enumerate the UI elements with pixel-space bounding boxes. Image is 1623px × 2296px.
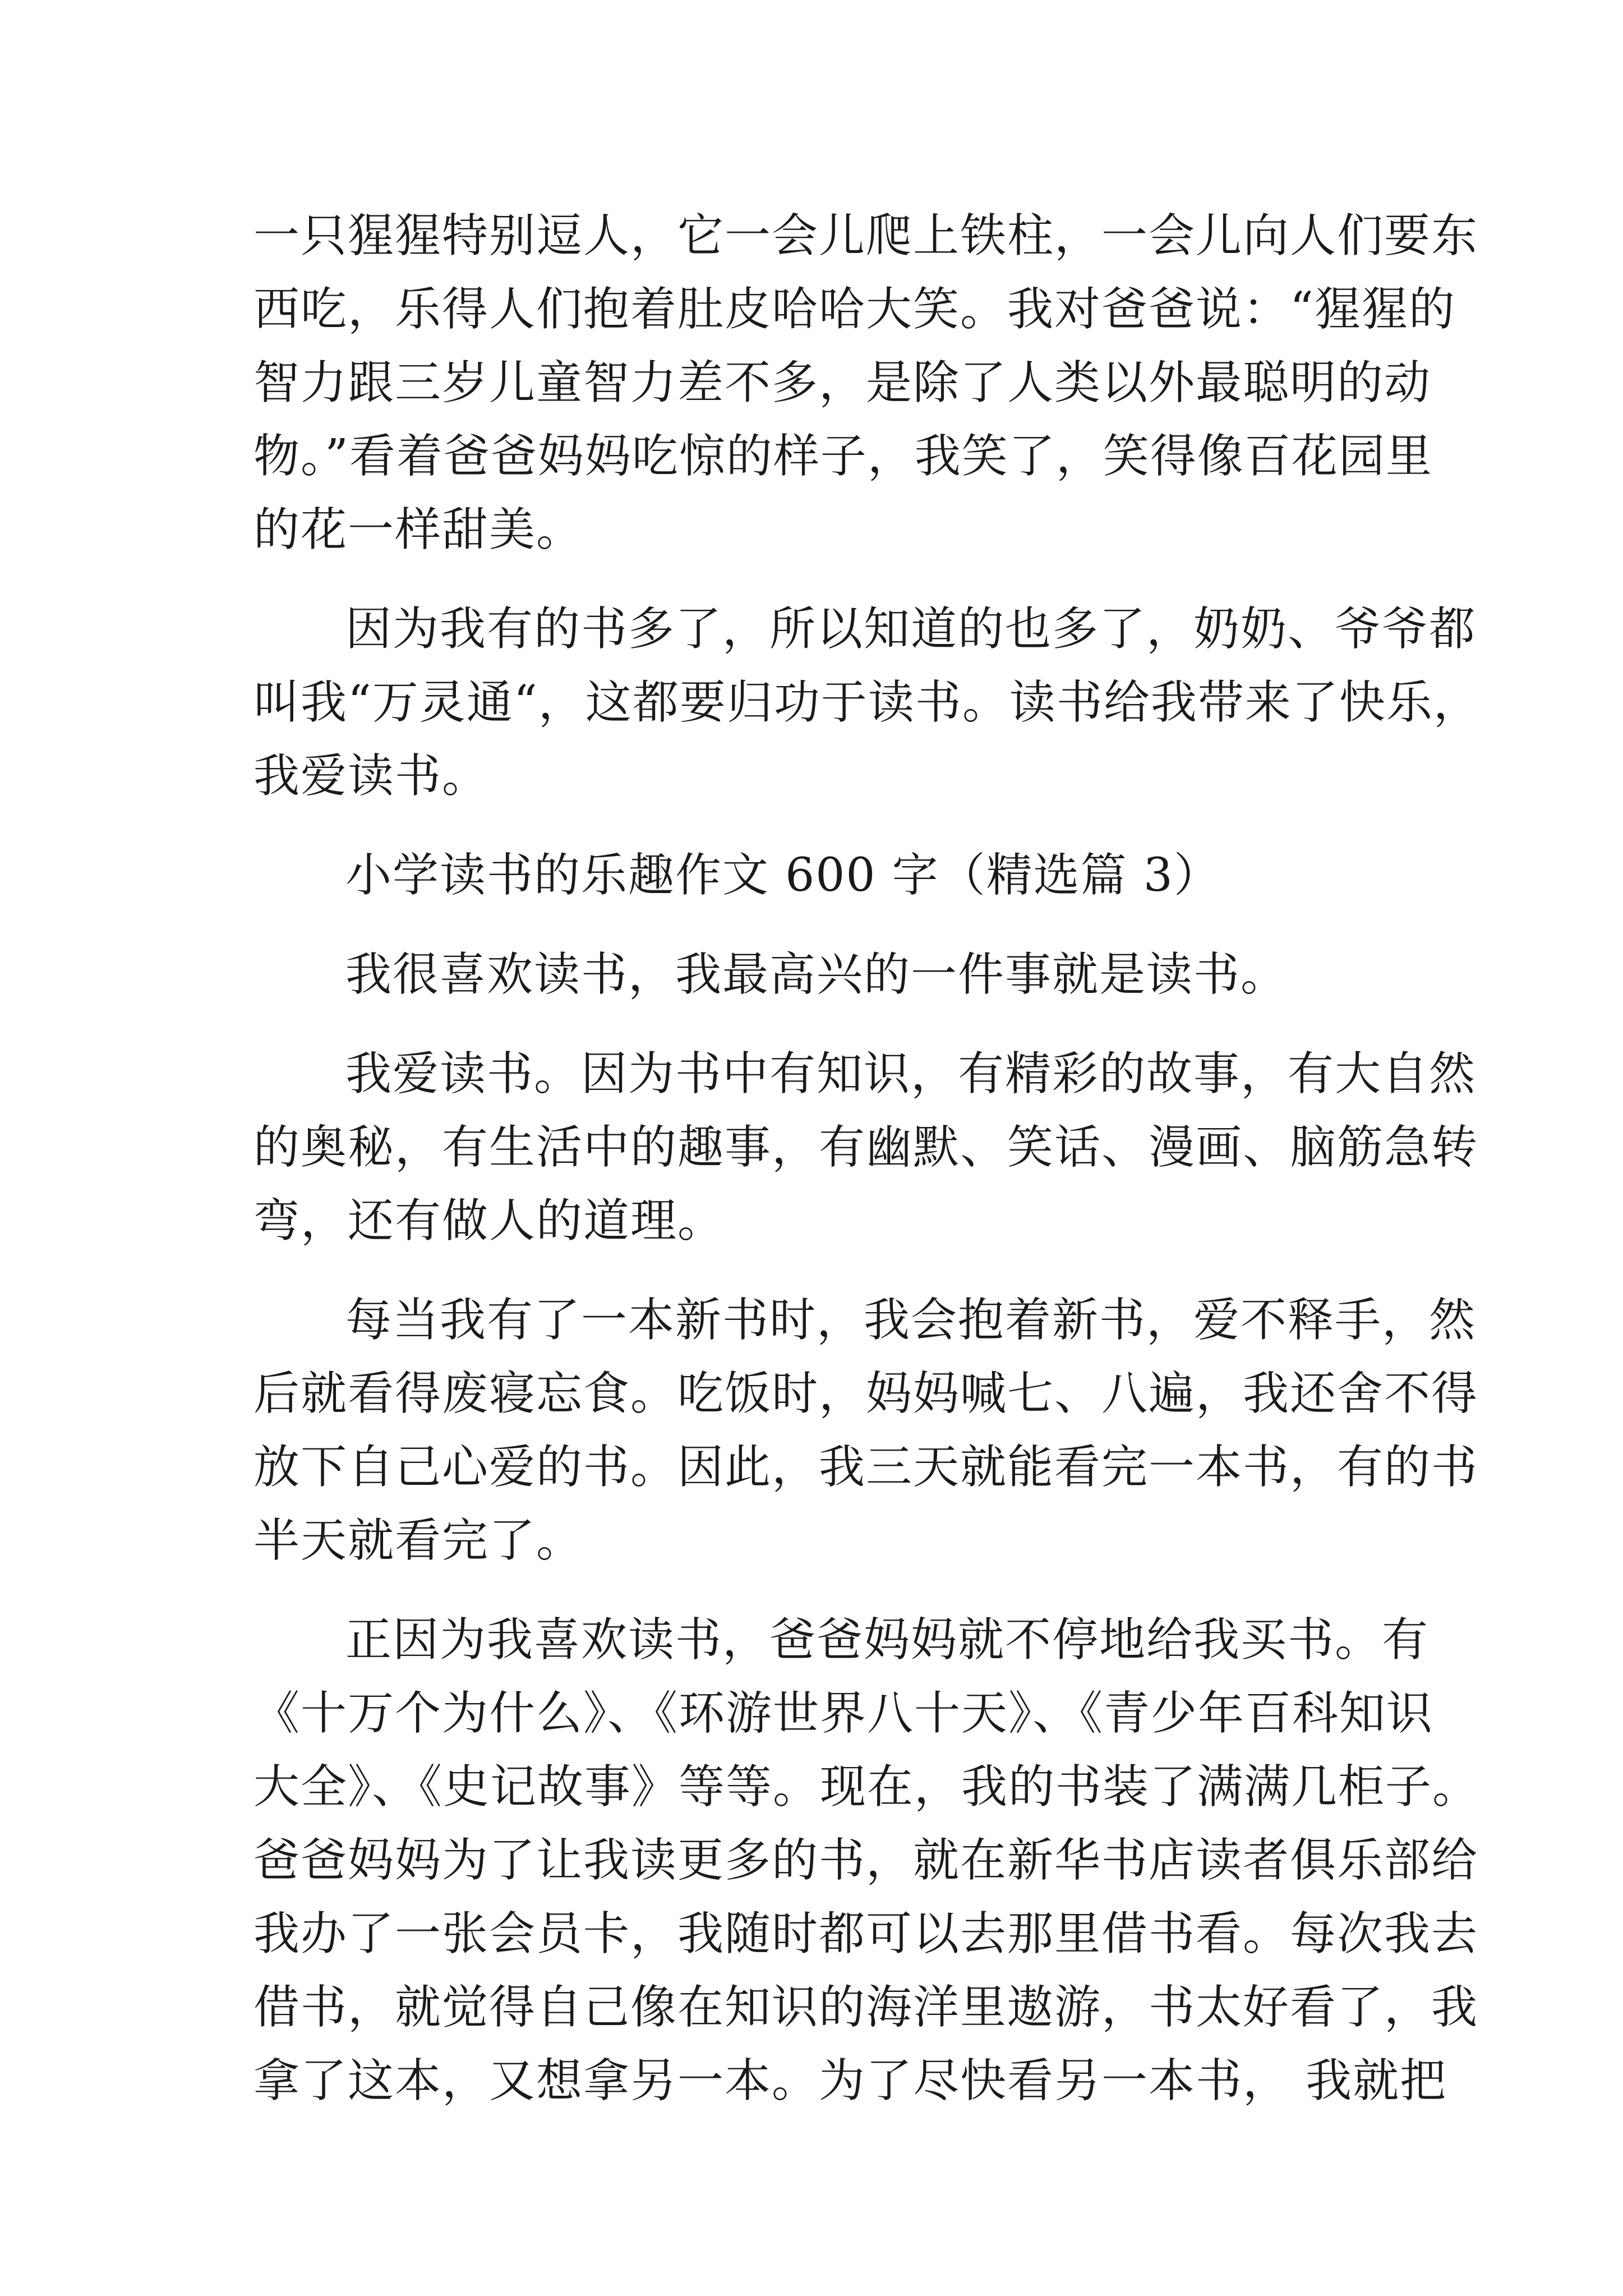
text-line: 我爱读书。因为书中有知识，有精彩的故事，有大自然	[345, 1047, 1477, 1101]
text-line: 每当我有了一本新书时，我会抱着新书，爱不释手，然	[345, 1294, 1477, 1347]
text-line: 爸爸妈妈为了让我读更多的书，就在新华书店读者俱乐部给	[253, 1834, 1479, 1887]
text-line: 一只猩猩特别逗人，它一会儿爬上铁柱，一会儿向人们要东	[253, 209, 1479, 263]
text-line: 我很喜欢读书，我最高兴的一件事就是读书。	[345, 948, 1288, 1001]
text-line: 的花一样甜美。	[253, 503, 584, 556]
text-line: 半天就看完了。	[253, 1514, 584, 1567]
text-line: 的奥秘，有生活中的趣事，有幽默、笑话、漫画、脑筋急转	[253, 1121, 1479, 1174]
text-line: 后就看得废寝忘食。吃饭时，妈妈喊七、八遍，我还舍不得	[253, 1367, 1479, 1420]
text-line: 我办了一张会员卡，我随时都可以去那里借书看。每次我去	[253, 1907, 1479, 1961]
section-heading	[253, 839, 1381, 912]
text-line: 我爱读书。	[253, 749, 490, 803]
text-line: 弯，还有做人的道理。	[253, 1194, 725, 1248]
text-line: 因为我有的书多了，所以知道的也多了，奶奶、爷爷都	[345, 602, 1477, 656]
text-line: 叫我“万灵通“，这都要归功于读书。读书给我带来了快乐，	[253, 676, 1481, 729]
paragraph	[253, 1037, 1479, 1258]
text-line: 西吃，乐得人们抱着肚皮哈哈大笑。我对爸爸说：“猩猩的	[253, 283, 1456, 336]
paragraph	[253, 938, 1381, 1011]
heading-line: 小学读书的乐趣作文 600 字（精选篇 3）	[345, 849, 1221, 902]
paragraph	[253, 1603, 1480, 2118]
text-line: 拿了这本，又想拿另一本。为了尽快看另一本书， 我就把	[253, 2054, 1447, 2108]
text-line: 大全》、《史记故事》等等。现在，我的书装了满满几柜子。	[253, 1760, 1480, 1814]
text-line: 《十万个为什么》、《环游世界八十天》、《青少年百科知识	[253, 1687, 1434, 1740]
paragraph	[253, 199, 1479, 567]
text-line: 物。”看着爸爸妈妈吃惊的样子，我笑了，笑得像百花园里	[253, 430, 1433, 483]
text-line: 正因为我喜欢读书，爸爸妈妈就不停地给我买书。有	[345, 1613, 1430, 1667]
paragraph	[253, 1283, 1479, 1577]
text-line: 智力跟三岁儿童智力差不多，是除了人类以外最聪明的动	[253, 356, 1432, 409]
text-line: 放下自己心爱的书。因此，我三天就能看完一本书，有的书	[253, 1441, 1479, 1494]
text-line: 借书，就觉得自己像在知识的海洋里遨游，书太好看了，我	[253, 1981, 1479, 2034]
body-text	[253, 199, 1481, 2118]
paragraph	[253, 592, 1481, 813]
